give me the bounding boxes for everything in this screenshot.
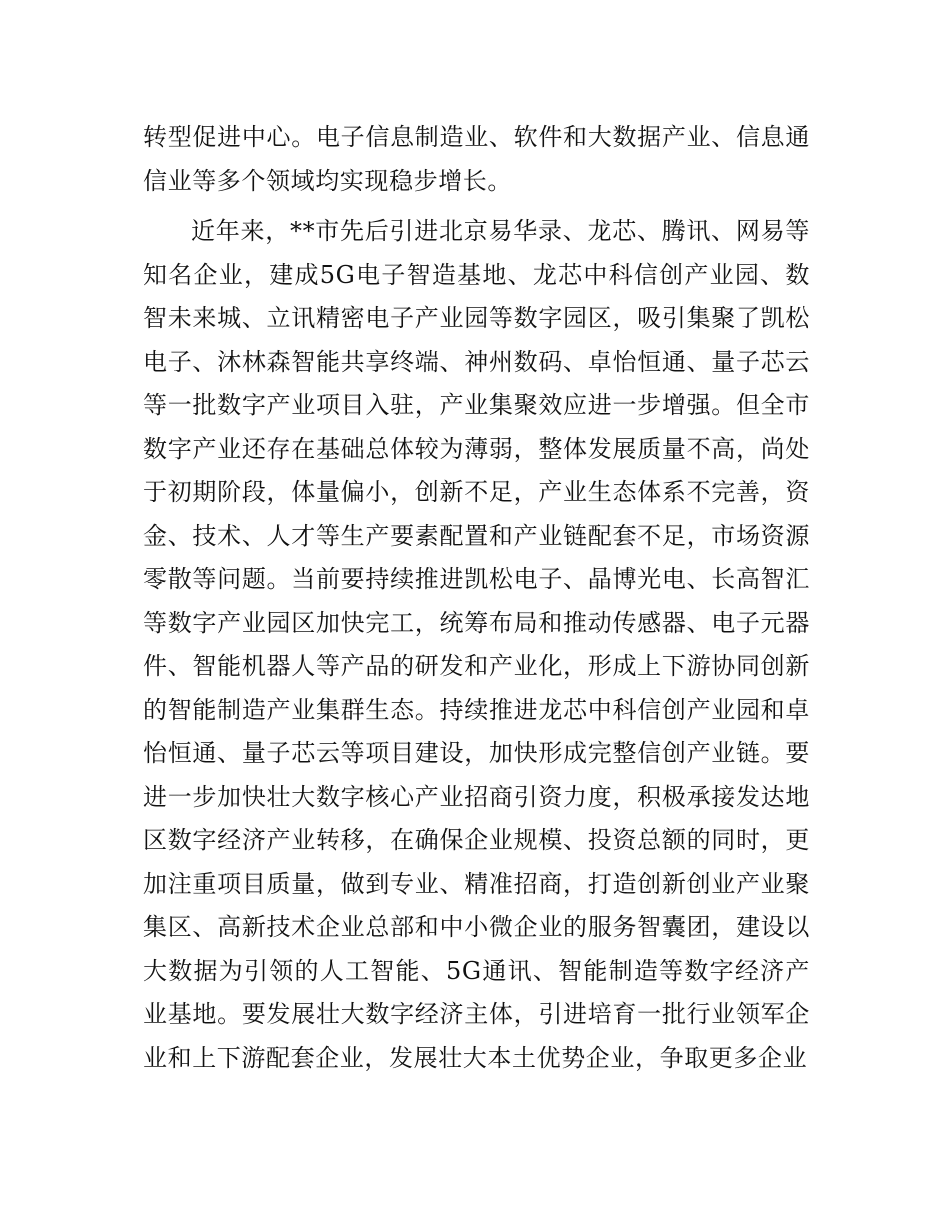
paragraph-digital-industry: 近年来，**市先后引进北京易华录、龙芯、腾讯、网易等知名企业，建成5G电子智造基地、龙芯中科信创产业园、数智未来城、立讯精密电子产业园等数字园区，吸引集聚了凯松电子、沐林森智能共享终端、神州数码、卓怡恒通、量子芯云等一批数字产业项目入驻，产业集聚效应进一步增强。但全市数字产业还存在基础总体较为薄弱，整体发展质量不高，尚处于初期阶段，体量偏小，创新不足，产业生态体系不完善，资金、技术、人才等生产要素配置和产业链配套不足，市场资源零散等问题。当前要持续推进凯松电子、晶博光电、长高智汇等数字产业园区加快完工，统筹布局和推动传感器、电子元器件、智能机器人等产品的研发和产业化，形成上下游协同创新的智能制造产业集群生态。持续推进龙芯中科信创产业园和卓怡恒通、量子芯云等项目建设，加快形成完整信创产业链。要进一步加快壮大数字核心产业招商引资力度，积极承接发达地区数字经济产业转移，在确保企业规模、投资总额的同时，更加注重项目质量，做到专业、精准招商，打造创新创业产业聚集区、高新技术企业总部和中小微企业的服务智囊团，建设以大数据为引领的人工智能、5G通讯、智能制造等数字经济产业基地。要发展壮大数字经济主体，引进培育一批行业领军企业和上下游配套企业，发展壮大本土优势企业，争取更多企业 xyxy=(143,217,810,1072)
paragraph-continuation: 转型促进中心。电子信息制造业、软件和大数据产业、信息通信业等多个领域均实现稳步增长。 xyxy=(143,123,810,195)
